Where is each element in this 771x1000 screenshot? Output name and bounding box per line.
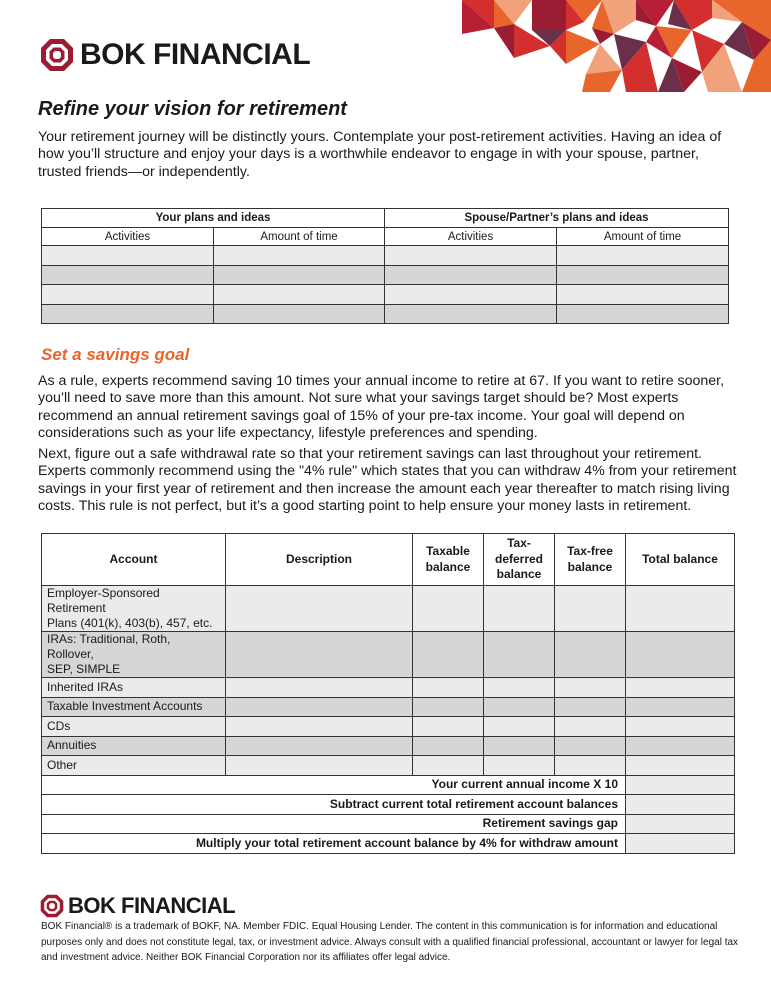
col-header-description: Description [226,534,413,586]
entry-cell[interactable] [557,304,729,324]
total-cell[interactable] [626,678,735,698]
total-cell[interactable] [626,697,735,717]
footer-brand-name: BOK FINANCIAL [68,893,236,918]
summary-label: Subtract current total retirement account balances [42,795,626,815]
tax-deferred-cell[interactable] [484,717,555,737]
decorative-geometric-art [462,0,771,92]
entry-cell[interactable] [557,246,729,266]
total-cell[interactable] [626,756,735,776]
table-row [42,632,735,678]
taxable-cell[interactable] [413,678,484,698]
description-cell[interactable] [226,632,413,678]
total-cell[interactable] [626,632,735,678]
entry-cell[interactable] [385,265,557,285]
account-label: Taxable Investment Accounts [42,697,226,717]
tax-free-cell[interactable] [555,697,626,717]
entry-cell[interactable] [557,285,729,305]
intro-paragraph: Your retirement journey will be distinctly yours. Contemplate your post-retirement activities. Having an idea of how you’ll structure and enjoy your days is a worthwhile endeavor to engage in with your spouse, partner, trusted friends—or independently. [38,129,722,180]
account-label: CDs [42,717,226,737]
account-label: Inherited IRAs [42,678,226,698]
table-row [42,697,735,717]
total-cell[interactable] [626,736,735,756]
table-row [42,717,735,737]
taxable-cell[interactable] [413,736,484,756]
summary-label: Multiply your total retirement account balance by 4% for withdraw amount [42,834,626,854]
entry-cell[interactable] [214,265,385,285]
col-header-account: Account [42,534,226,586]
description-cell[interactable] [226,736,413,756]
savings-table [41,533,735,854]
tax-deferred-cell[interactable] [484,678,555,698]
bok-financial-logo [40,38,310,72]
tax-deferred-cell[interactable] [484,586,555,632]
description-cell[interactable] [226,697,413,717]
plans-group-spouse: Spouse/Partner’s plans and ideas [385,209,729,228]
summary-value-cell[interactable] [626,775,735,795]
col-header-amount-of-time: Amount of time [557,228,729,246]
entry-cell[interactable] [42,304,214,324]
entry-cell[interactable] [42,246,214,266]
total-cell[interactable] [626,717,735,737]
taxable-cell[interactable] [413,697,484,717]
description-cell[interactable] [226,756,413,776]
taxable-cell[interactable] [413,586,484,632]
bok-logo-mark-icon [40,38,74,72]
entry-cell[interactable] [214,246,385,266]
entry-cell[interactable] [214,285,385,305]
summary-value-cell[interactable] [626,814,735,834]
col-header-activities: Activities [385,228,557,246]
footer-logo [40,893,235,919]
footer-disclaimer: BOK Financial® is a trademark of BOKF, NA. Member FDIC. Equal Housing Lender. The content in this communication is for information and educational purposes only and does not constitute legal, tax, or investment advice. Always consult with a qualified financial professional, accountant or lawyer for legal tax and investment advice. Neither BOK Financial Corporation nor its affiliates offer legal advice. [41,921,739,963]
total-cell[interactable] [626,586,735,632]
col-header-total-balance: Total balance [626,534,735,586]
plans-table [41,208,729,324]
bok-logo-mark-icon [40,894,64,918]
taxable-cell[interactable] [413,632,484,678]
table-row [42,756,735,776]
summary-label: Retirement savings gap [42,814,626,834]
savings-heading: Set a savings goal [41,345,190,364]
taxable-cell[interactable] [413,717,484,737]
table-row [42,265,729,285]
col-header-tax-free-balance: Tax-free balance [555,534,626,586]
tax-free-cell[interactable] [555,717,626,737]
summary-label: Your current annual income X 10 [42,775,626,795]
account-label: Annuities [42,736,226,756]
summary-row [42,814,735,834]
tax-free-cell[interactable] [555,632,626,678]
tax-deferred-cell[interactable] [484,632,555,678]
plans-group-your: Your plans and ideas [42,209,385,228]
entry-cell[interactable] [385,285,557,305]
tax-free-cell[interactable] [555,756,626,776]
col-header-activities: Activities [42,228,214,246]
description-cell[interactable] [226,678,413,698]
table-row [42,285,729,305]
account-label: IRAs: Traditional, Roth, Rollover, SEP, SIMPLE [42,632,226,678]
summary-row [42,795,735,815]
entry-cell[interactable] [42,265,214,285]
description-cell[interactable] [226,586,413,632]
summary-value-cell[interactable] [626,834,735,854]
brand-name: BOK FINANCIAL [80,38,311,71]
table-row [42,246,729,266]
tax-free-cell[interactable] [555,736,626,756]
page-title: Refine your vision for retirement [38,98,347,120]
col-header-taxable-balance: Taxable balance [413,534,484,586]
table-row [42,736,735,756]
col-header-tax-deferred-balance: Tax- deferred balance [484,534,555,586]
tax-deferred-cell[interactable] [484,697,555,717]
taxable-cell[interactable] [413,756,484,776]
description-cell[interactable] [226,717,413,737]
summary-value-cell[interactable] [626,795,735,815]
entry-cell[interactable] [214,304,385,324]
table-row [42,586,735,632]
savings-paragraph-1: As a rule, experts recommend saving 10 times your annual income to retire at 67. If you want to retire sooner, you’ll need to save more than this amount. Not sure what your savings target should be? Most experts recommend an annual retirement savings goal of 15% of your pre-tax income. Your goal will depend on considerations such as your life expectancy, lifestyle preferences and spending. [38,373,725,441]
summary-row [42,834,735,854]
entry-cell[interactable] [385,304,557,324]
col-header-amount-of-time: Amount of time [214,228,385,246]
tax-deferred-cell[interactable] [484,736,555,756]
entry-cell[interactable] [385,246,557,266]
savings-paragraph-2: Next, figure out a safe withdrawal rate so that your retirement savings can last throughout your retirement. Experts commonly recommend using the "4% rule" which states that you can withdraw 4% from your retirement savings in your first year of retirement and then increase the amount each year thereafter to match rising living costs. This rule is not perfect, but it’s a good starting point to help ensure your money lasts in retirement. [38,446,737,514]
table-row [42,304,729,324]
entry-cell[interactable] [557,265,729,285]
table-row [42,678,735,698]
entry-cell[interactable] [42,285,214,305]
summary-row [42,775,735,795]
tax-free-cell[interactable] [555,586,626,632]
tax-deferred-cell[interactable] [484,756,555,776]
account-label: Employer-Sponsored Retirement Plans (401(k), 403(b), 457, etc. [42,586,226,632]
tax-free-cell[interactable] [555,678,626,698]
account-label: Other [42,756,226,776]
